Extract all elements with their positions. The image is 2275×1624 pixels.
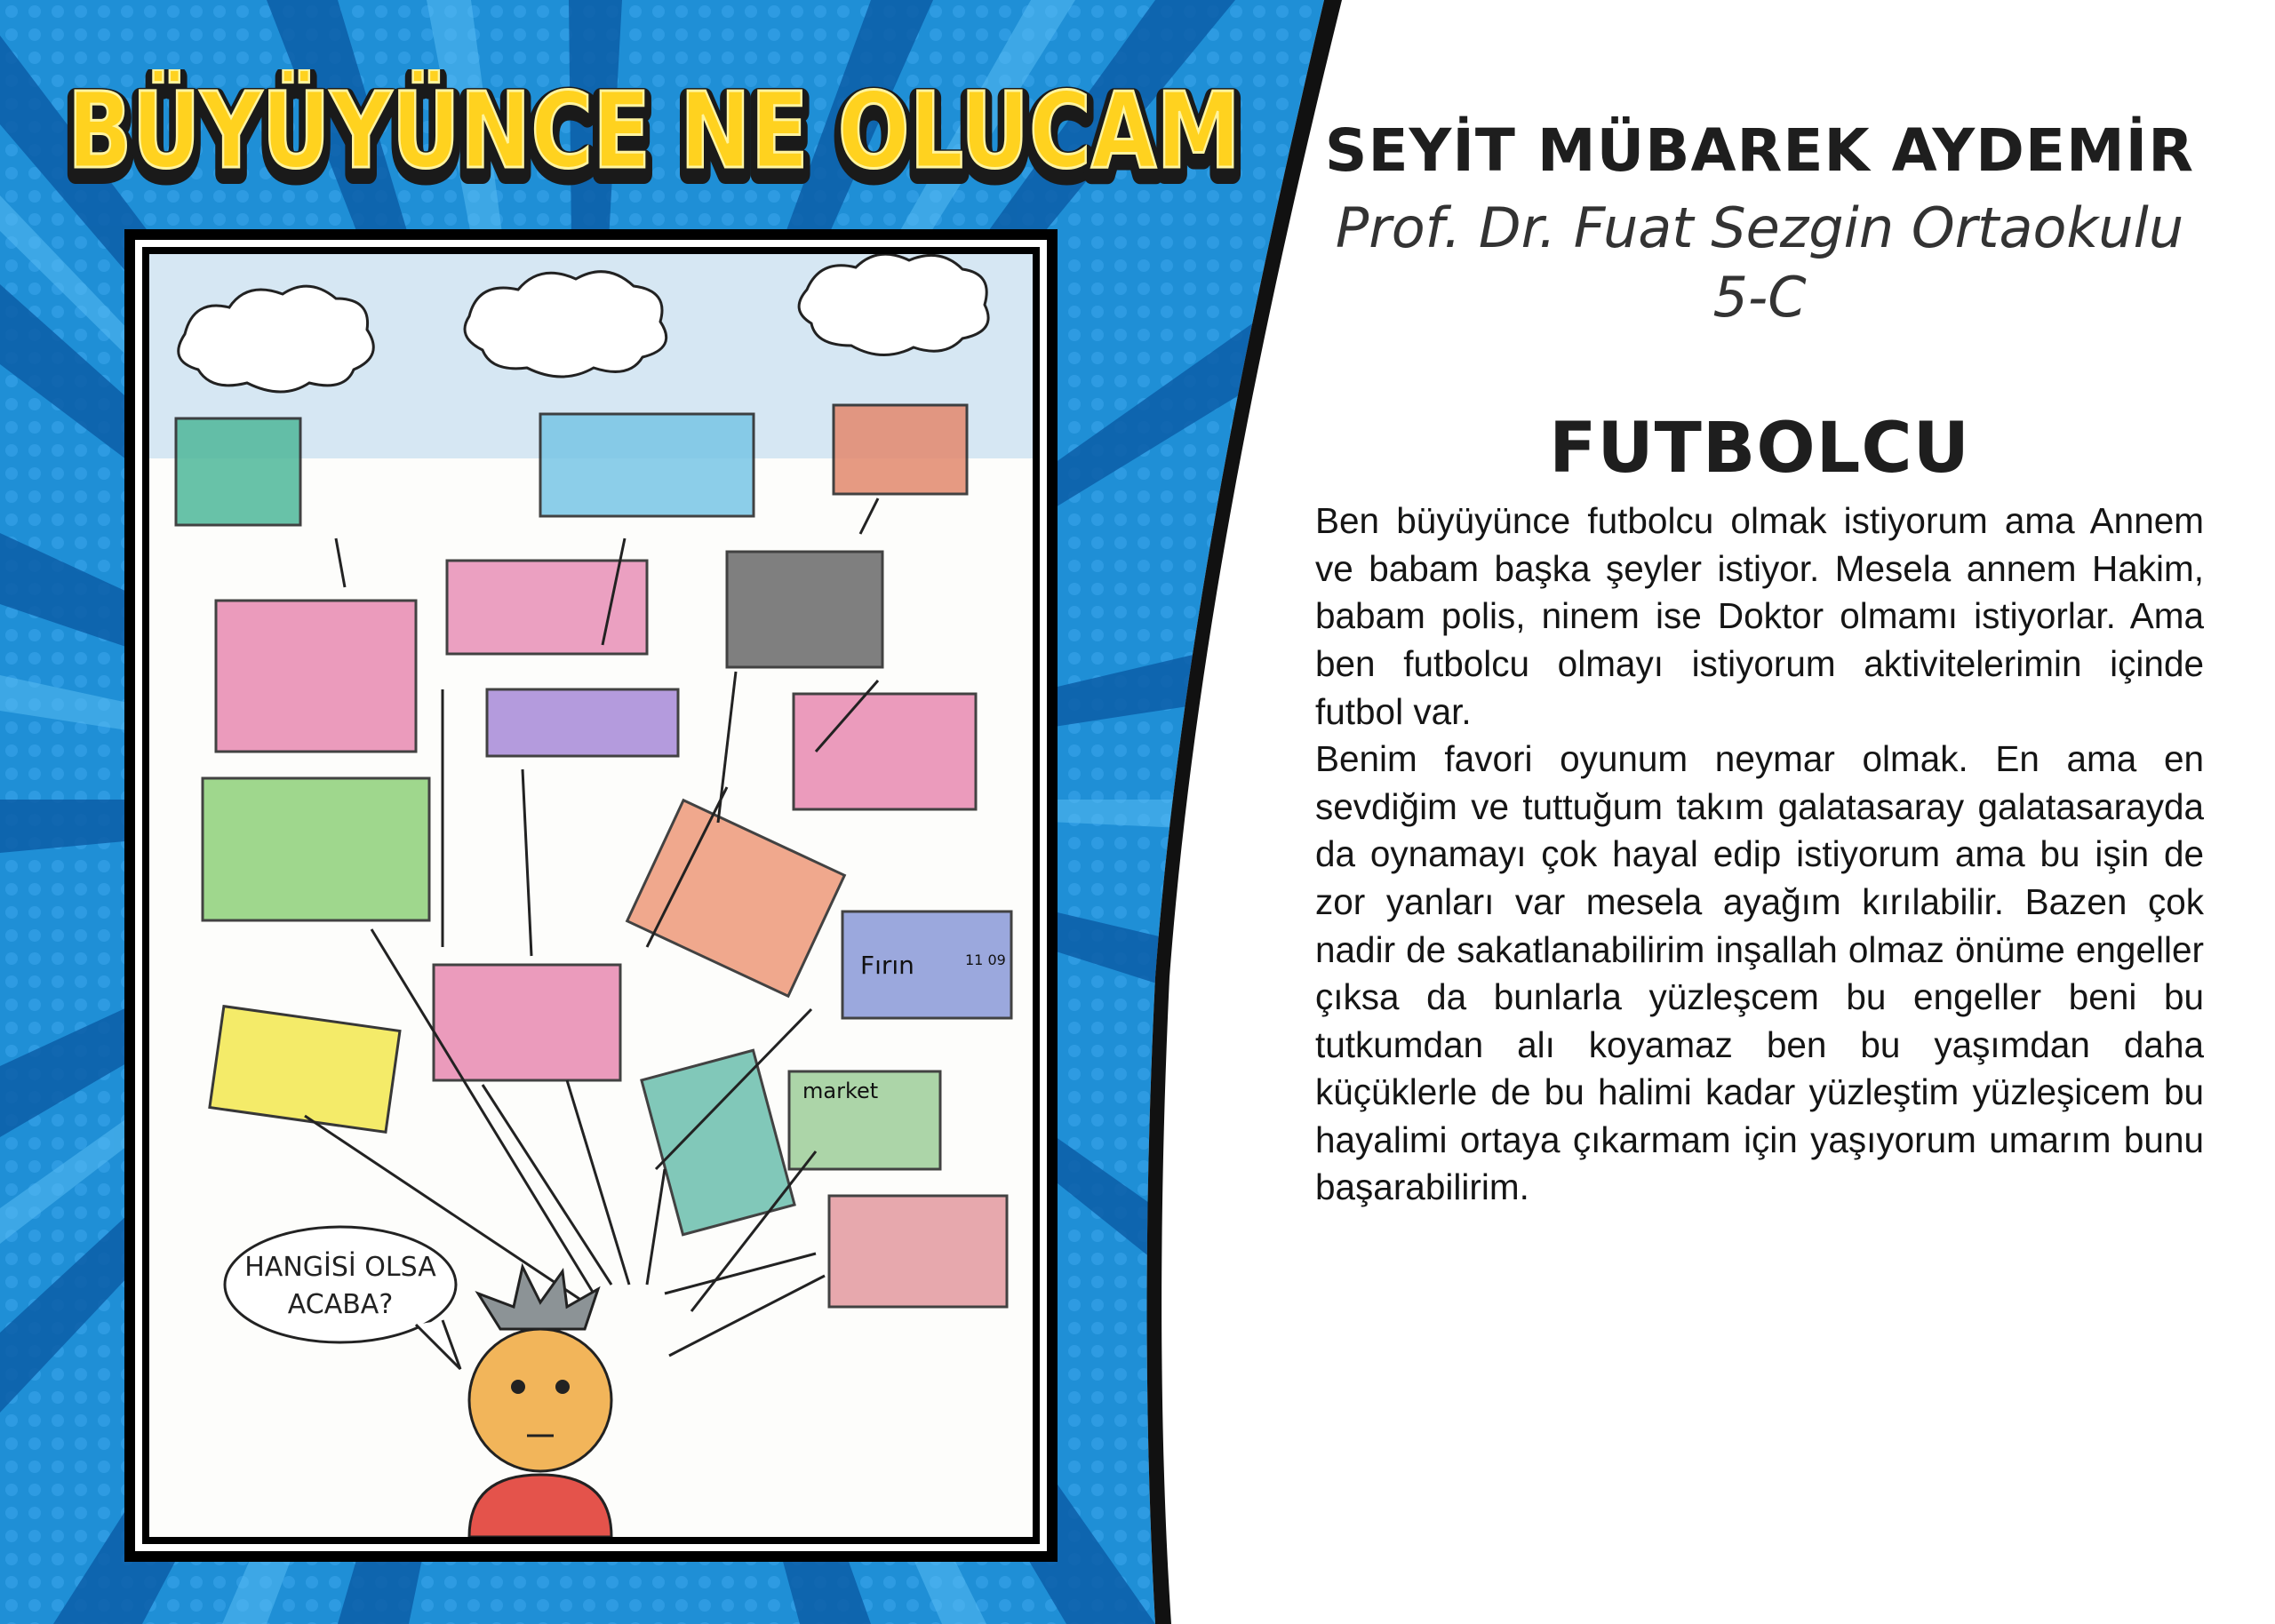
class-label: 5-C (1712, 264, 1807, 330)
painter-box (794, 694, 976, 809)
job-title: FUTBOLCU (1549, 409, 1970, 490)
bakery-hours: 11 09 (965, 951, 1006, 968)
boy-figure (469, 1267, 611, 1537)
bubble-line2: ACABA? (287, 1289, 394, 1320)
toy-box (627, 800, 845, 996)
student-name: SEYİT MÜBAREK AYDEMİR (1324, 116, 2195, 185)
title-outline: BÜYÜYÜNCE NE OLUCAM (68, 76, 1241, 199)
story-paragraph: Benim favori oyunum neymar olmak. En ama en sevdiğim ve tuttuğum takım galatasaray galatasarayda da oynamayı çok hayal edip istiyorum ama bu işin de zor yanları var mesela ayağım kırılabilir. Bazen çok nadir de sakatlanabilirim inşallah olmaz önüme engeller çıksa da bunlarla yüzleşcem bu engeller beni bu tutkumdan alı koyamaz ben bu yaşımdan daha küçüklerle de bu halimi kadar yüzleştim yüzleşicem bu hayalimi ortaya çıkarmam için yaşıyorum umarım bunu başarabilirim. (1315, 738, 2204, 1208)
bakery-sign: Fırın (860, 951, 914, 980)
market-sign: market (802, 1079, 879, 1103)
school-name: Prof. Dr. Fuat Sezgin Ortaokulu (1335, 195, 2184, 261)
teacher-box (216, 601, 416, 752)
child-drawing (149, 254, 1033, 1537)
necklace-box (487, 689, 678, 756)
plane-box (540, 414, 754, 516)
astronaut-box (727, 552, 882, 667)
bubble-line1: HANGİSİ OLSA (244, 1252, 436, 1283)
comic-title (62, 69, 1253, 203)
football-box (210, 1007, 400, 1133)
drawing-illustration (149, 254, 1033, 1537)
story-paragraph: Ben büyüyünce futbolcu olmak istiyorum ama Annem ve babam başka şeyler istiyor. Mesela annem Hakim, babam polis, ninem ise Doktor olmamı istiyorlar. Ama ben futbolcu olmayı istiyorum aktivitelerimin içinde futbol var. (1315, 500, 2204, 732)
drawing-frame (124, 229, 1058, 1562)
doctor-box (176, 418, 300, 525)
speech-bubble (225, 1227, 460, 1369)
text-panel (1315, 115, 2204, 1212)
florist-box (203, 778, 429, 920)
story-text (1315, 498, 2204, 1212)
archer-box (834, 405, 967, 494)
chef-box (829, 1196, 1007, 1307)
title-text: BÜYÜYÜNCE NE OLUCAM (68, 69, 1241, 192)
pharmacy-box (434, 965, 620, 1080)
